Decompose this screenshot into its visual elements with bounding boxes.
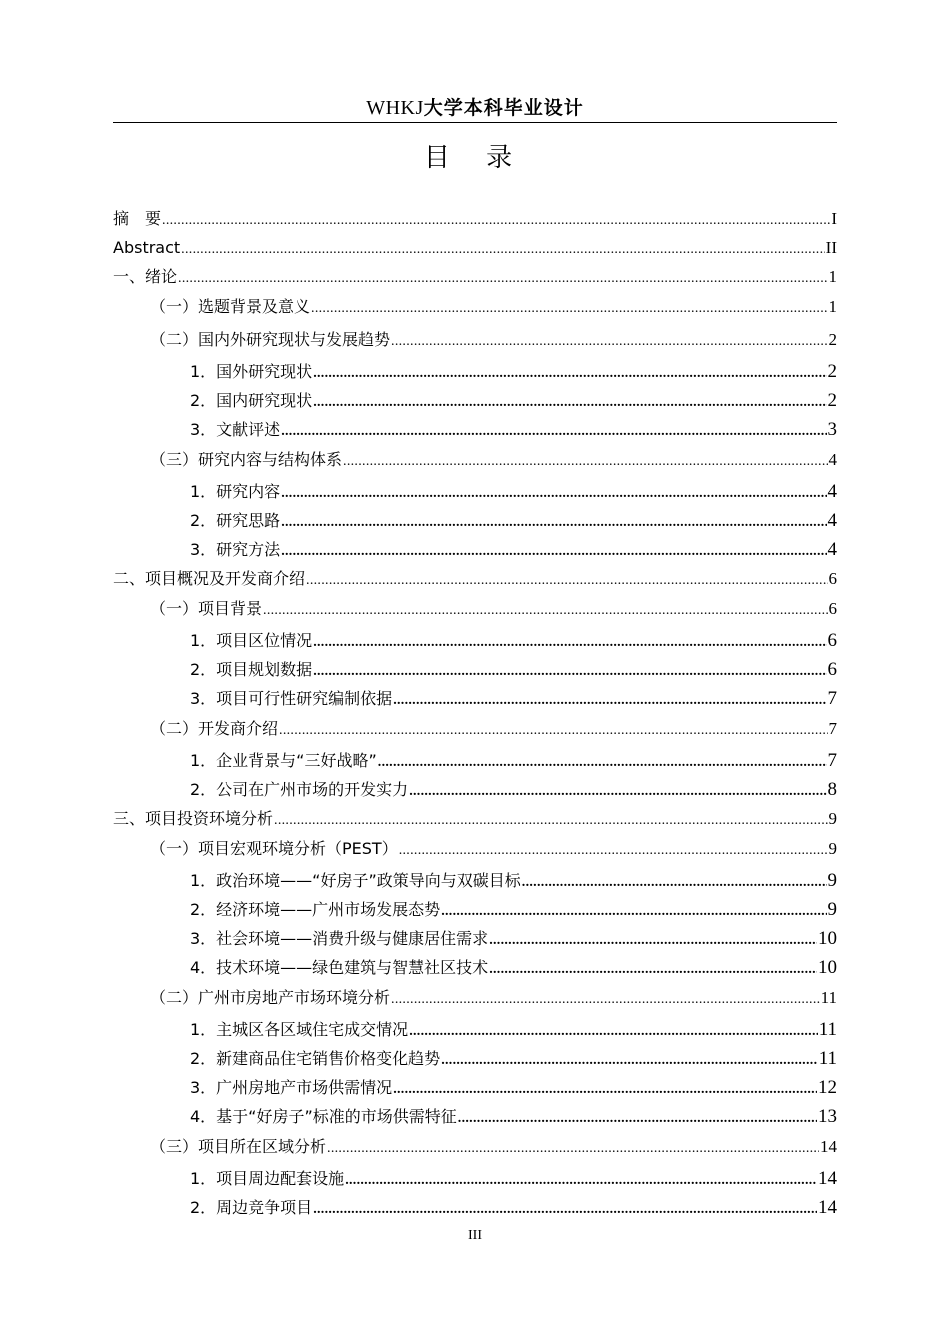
toc-entry-page: 1 [828,297,837,316]
toc-entry[interactable] [190,1047,837,1073]
toc-leader-dots [391,330,827,354]
toc-entry[interactable] [190,778,837,804]
toc-entry-label: 1．企业背景与“三好战略” [190,751,377,770]
toc-entry-page: 7 [827,750,837,771]
toc-entry[interactable] [190,389,837,415]
toc-entry-label: 1．政治环境——“好房子”政策导向与双碳目标 [190,871,521,890]
toc-entry-label: （二）国内外研究现状与发展趋势 [150,330,391,349]
toc-entry-page: 7 [827,688,837,709]
toc-leader-dots [263,599,827,623]
toc-entry-page: 11 [818,1019,837,1040]
toc-leader-dots [393,1078,817,1102]
toc-entry-page: 10 [818,957,837,978]
toc-entry[interactable] [190,956,837,982]
toc-entry-label: 3．广州房地产市场供需情况 [190,1078,393,1097]
toc-entry[interactable] [190,1105,837,1131]
toc-entry-label: 2．新建商品住宅销售价格变化趋势 [190,1049,441,1068]
toc-entry[interactable] [190,658,837,684]
toc-entry-page: 4 [827,481,837,502]
toc-entry-page: 9 [828,809,837,828]
toc-entry-page: 2 [827,361,837,382]
toc-entry[interactable] [150,717,837,743]
toc-entry-page: 6 [828,569,837,588]
toc-entry-page: 13 [818,1106,837,1127]
toc-leader-dots [489,958,817,982]
toc-entry[interactable] [190,360,837,386]
toc-entry-label: 4．基于“好房子”标准的市场供需特征 [190,1107,457,1126]
toc-leader-dots [327,1137,819,1161]
toc-entry-page: 9 [827,899,837,920]
toc-entry-page: 11 [818,1048,837,1069]
toc-entry-label: （三）项目所在区域分析 [150,1137,327,1156]
toc-leader-dots [409,1020,818,1044]
toc-entry-label: 2．项目规划数据 [190,660,313,679]
toc-leader-dots [399,839,828,863]
page-number: III [468,1228,482,1243]
toc-leader-dots [313,391,826,415]
page-header [113,94,837,123]
toc-entry[interactable] [190,1018,837,1044]
toc-entry-page: II [825,238,837,257]
toc-entry-label: 2．研究思路 [190,511,281,530]
toc-entry[interactable] [150,597,837,623]
toc-entry-page: 4 [828,450,837,469]
toc-entry-page: 11 [820,988,837,1007]
toc-entry[interactable] [150,1135,837,1161]
toc-entry-label: 2．国内研究现状 [190,391,313,410]
toc-entry-page: 6 [827,630,837,651]
toc-leader-dots [281,420,826,444]
toc-entry-label: 3．文献评述 [190,420,281,439]
toc-entry[interactable] [190,480,837,506]
toc-entry-label: 1．主城区各区域住宅成交情况 [190,1020,409,1039]
toc-entry-page: 12 [818,1077,837,1098]
toc-entry[interactable] [190,749,837,775]
toc-leader-dots [181,238,825,262]
toc-entry-page: 2 [828,330,837,349]
toc-entry[interactable] [190,538,837,564]
toc-entry-page: I [831,209,837,228]
toc-entry[interactable] [190,629,837,655]
toc-title: 目 录 [423,143,527,173]
toc-leader-dots [281,540,826,564]
toc-leader-dots [393,689,826,713]
toc-entry-label: 3．研究方法 [190,540,281,559]
toc-leader-dots [313,1198,817,1222]
toc-entry-label: （一）项目宏观环境分析（PEST） [150,839,398,858]
toc-entry[interactable] [190,1196,837,1222]
toc-entry-label: （二）开发商介绍 [150,719,279,738]
toc-leader-dots [378,751,827,775]
toc-entry-page: 14 [818,1197,837,1218]
toc-entry[interactable] [190,1167,837,1193]
toc-entry-label: 2．公司在广州市场的开发实力 [190,780,409,799]
toc-entry[interactable] [190,687,837,713]
toc-entry[interactable] [190,1076,837,1102]
toc-entry-page: 14 [818,1168,837,1189]
toc-entry-label: 2．周边竞争项目 [190,1198,313,1217]
toc-entry[interactable] [113,807,837,833]
toc-entry-label: 1．国外研究现状 [190,362,313,381]
toc-entry-label: 1．项目周边配套设施 [190,1169,345,1188]
toc-entry-label: 2．经济环境——广州市场发展态势 [190,900,441,919]
toc-entry-page: 4 [827,510,837,531]
toc-entry-page: 4 [827,539,837,560]
toc-entry-label: Abstract [113,238,181,257]
toc-entry-page: 9 [827,870,837,891]
toc-leader-dots [162,209,830,233]
toc-entry[interactable] [190,869,837,895]
toc-entry-label: （一）选题背景及意义 [150,297,311,316]
toc-entry[interactable] [113,265,837,291]
toc-entry-page: 9 [828,839,837,858]
toc-entry-page: 10 [818,928,837,949]
toc-leader-dots [409,780,826,804]
toc-entry-page: 7 [828,719,837,738]
toc-entry-label: 三、项目投资环境分析 [113,809,274,828]
toc-entry[interactable] [150,837,837,863]
toc-leader-dots [279,719,827,743]
toc-entry-label: 一、绪论 [113,267,178,286]
toc-entry[interactable] [190,927,837,953]
toc-entry-page: 14 [820,1137,837,1156]
toc-entry-label: 摘 要 [113,209,162,228]
toc-entry[interactable] [113,236,837,262]
toc-entry-label: （二）广州市房地产市场环境分析 [150,988,391,1007]
toc-leader-dots [306,569,827,593]
toc-leader-dots [441,900,826,924]
toc-entry-label: 3．项目可行性研究编制依据 [190,689,393,708]
toc-entry-label: （三）研究内容与结构体系 [150,450,343,469]
header-school: WHKJ [366,97,424,119]
toc-entry-label: 二、项目概况及开发商介绍 [113,569,306,588]
toc-leader-dots [311,297,827,321]
toc-leader-dots [178,267,827,291]
toc-leader-dots [313,631,826,655]
toc-entry-label: （一）项目背景 [150,599,263,618]
toc-leader-dots [345,1169,817,1193]
toc-entry[interactable] [150,986,837,1012]
toc-leader-dots [458,1107,817,1131]
toc-entry[interactable] [190,509,837,535]
toc-leader-dots [313,362,826,386]
toc-leader-dots [489,929,817,953]
toc-leader-dots [313,660,826,684]
toc-entry[interactable] [113,207,837,233]
toc-leader-dots [274,809,827,833]
toc-entry[interactable] [190,898,837,924]
toc-entry-page: 6 [828,599,837,618]
toc-entry-label: 1．研究内容 [190,482,281,501]
toc-entry-label: 1．项目区位情况 [190,631,313,650]
toc-entry-page: 1 [828,267,837,286]
toc-entry-page: 3 [827,419,837,440]
toc-leader-dots [343,450,827,474]
toc-leader-dots [281,482,826,506]
toc-entry[interactable] [190,418,837,444]
toc-entry[interactable] [150,328,837,354]
toc-leader-dots [522,871,827,895]
toc-entry[interactable] [150,448,837,474]
toc-entry-label: 3．社会环境——消费升级与健康居住需求 [190,929,489,948]
toc-entry[interactable] [150,295,837,321]
toc-entry-page: 6 [827,659,837,680]
header-text: 大学本科毕业设计 [423,97,584,119]
toc-entry-page: 2 [827,390,837,411]
toc-leader-dots [441,1049,818,1073]
toc-leader-dots [391,988,820,1012]
toc-leader-dots [281,511,826,535]
toc-entry[interactable] [113,567,837,593]
toc-entry-label: 4．技术环境——绿色建筑与智慧社区技术 [190,958,489,977]
toc-entry-page: 8 [827,779,837,800]
